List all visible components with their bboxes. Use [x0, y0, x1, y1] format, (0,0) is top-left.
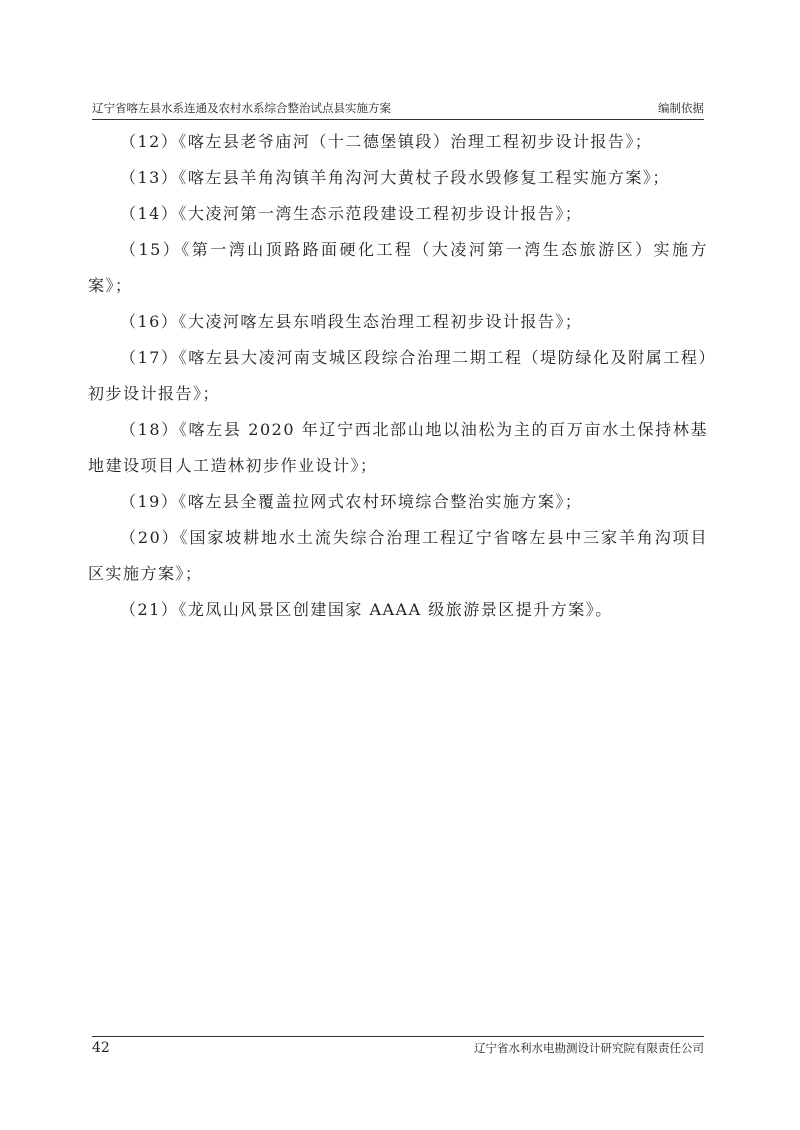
section-title: 编制依据 [658, 101, 704, 116]
page-footer [92, 1036, 704, 1056]
reference-list [88, 124, 708, 628]
reference-item: （15）《第一湾山顶路路面硬化工程（大凌河第一湾生态旅游区）实施方案》； [88, 240, 708, 295]
reference-item: （14）《大凌河第一湾生态示范段建设工程初步设计报告》； [120, 204, 583, 223]
reference-item: （16）《大凌河喀左县东哨段生态治理工程初步设计报告》； [120, 312, 583, 331]
reference-item: （18）《喀左县 2020 年辽宁西北部山地以油松为主的百万亩水土保持林基地建设项目人工造林初步作业设计》； [88, 420, 708, 475]
reference-item: （17）《喀左县大凌河南支城区段综合治理二期工程（堤防绿化及附属工程）初步设计报告》； [88, 348, 708, 403]
reference-item: （20）《国家坡耕地水土流失综合治理工程辽宁省喀左县中三家羊角沟项目区实施方案》； [88, 528, 708, 583]
reference-item: （19）《喀左县全覆盖拉网式农村环境综合整治实施方案》； [120, 492, 583, 511]
page-header [92, 92, 704, 120]
reference-item: （12）《喀左县老爷庙河（十二德堡镇段）治理工程初步设计报告》； [120, 132, 653, 151]
organization-name: 辽宁省水利水电勘测设计研究院有限责任公司 [474, 1041, 704, 1055]
reference-item: （13）《喀左县羊角沟镇羊角沟河大黄杖子段水毁修复工程实施方案》； [120, 168, 670, 187]
page-number: 42 [92, 1040, 110, 1056]
reference-item: （21）《龙凤山风景区创建国家 AAAA 级旅游景区提升方案》。 [120, 600, 613, 619]
document-title: 辽宁省喀左县水系连通及农村水系综合整治试点县实施方案 [92, 101, 391, 116]
